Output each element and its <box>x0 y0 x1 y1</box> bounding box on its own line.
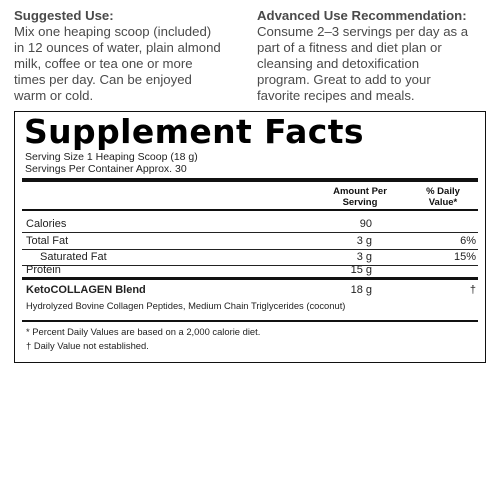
row-amount: 90 <box>359 218 372 230</box>
advanced-use-line: program. Great to add to your <box>257 72 431 87</box>
supplement-facts-panel <box>14 111 486 363</box>
suggested-use-line: warm or cold. <box>14 88 94 103</box>
row-label: Total Fat <box>26 235 69 247</box>
row-amount: 15 g <box>350 264 372 276</box>
row-amount: 3 g <box>356 235 372 247</box>
row-daily-value: 6% <box>460 235 476 247</box>
row-amount: 3 g <box>356 251 372 263</box>
blend-daily-value: † <box>469 284 476 296</box>
blend-amount: 18 g <box>350 284 372 296</box>
advanced-use-heading: Advanced Use Recommendation: <box>257 8 467 23</box>
blend-description: Hydrolyzed Bovine Collagen Peptides, Medium Chain Triglycerides (coconut) <box>26 300 346 311</box>
facts-row <box>22 233 478 249</box>
suggested-use-heading: Suggested Use: <box>14 8 114 23</box>
facts-row-blend <box>22 282 478 298</box>
dv-header-line: % Daily <box>426 186 460 197</box>
serving-size: Serving Size 1 Heaping Scoop (18 g) <box>25 151 198 163</box>
advanced-use-line: part of a fitness and diet plan or <box>257 40 442 55</box>
blend-label: KetoCOLLAGEN Blend <box>26 284 146 296</box>
facts-row <box>22 216 478 232</box>
amount-per-serving-header <box>315 186 405 208</box>
suggested-use-line: milk, coffee or tea one or more <box>14 56 193 71</box>
advanced-use-section <box>257 8 489 104</box>
advanced-use-line: Consume 2–3 servings per day as a <box>257 24 469 39</box>
advanced-use-line: favorite recipes and meals. <box>257 88 415 103</box>
suggested-use-section <box>14 8 239 104</box>
suggested-use-line: Mix one heaping scoop (included) <box>14 24 212 39</box>
row-label: Protein <box>26 264 61 276</box>
dv-header-line: Value* <box>428 197 458 208</box>
divider-thick <box>22 178 478 182</box>
suggested-use-line: in 12 ounces of water, plain almond <box>14 40 221 55</box>
serving-info <box>25 151 198 175</box>
divider-thick <box>22 277 478 280</box>
daily-value-header <box>413 186 473 208</box>
divider-thick <box>22 320 478 322</box>
row-label: Saturated Fat <box>40 251 107 263</box>
footnote-percent-dv: * Percent Daily Values are based on a 2,000 calorie diet. <box>26 326 261 337</box>
facts-title: Supplement Facts <box>24 112 364 151</box>
servings-per-container: Servings Per Container Approx. 30 <box>25 163 187 175</box>
footnote-dv-not-established: † Daily Value not established. <box>26 340 149 351</box>
facts-row <box>22 262 478 278</box>
suggested-use-line: times per day. Can be enjoyed <box>14 72 192 87</box>
divider-thick <box>22 209 478 211</box>
advanced-use-line: cleansing and detoxification <box>257 56 420 71</box>
amount-header-line: Amount Per <box>333 186 387 197</box>
row-label: Calories <box>26 218 67 230</box>
row-daily-value: 15% <box>453 251 476 263</box>
amount-header-line: Serving <box>342 197 378 208</box>
